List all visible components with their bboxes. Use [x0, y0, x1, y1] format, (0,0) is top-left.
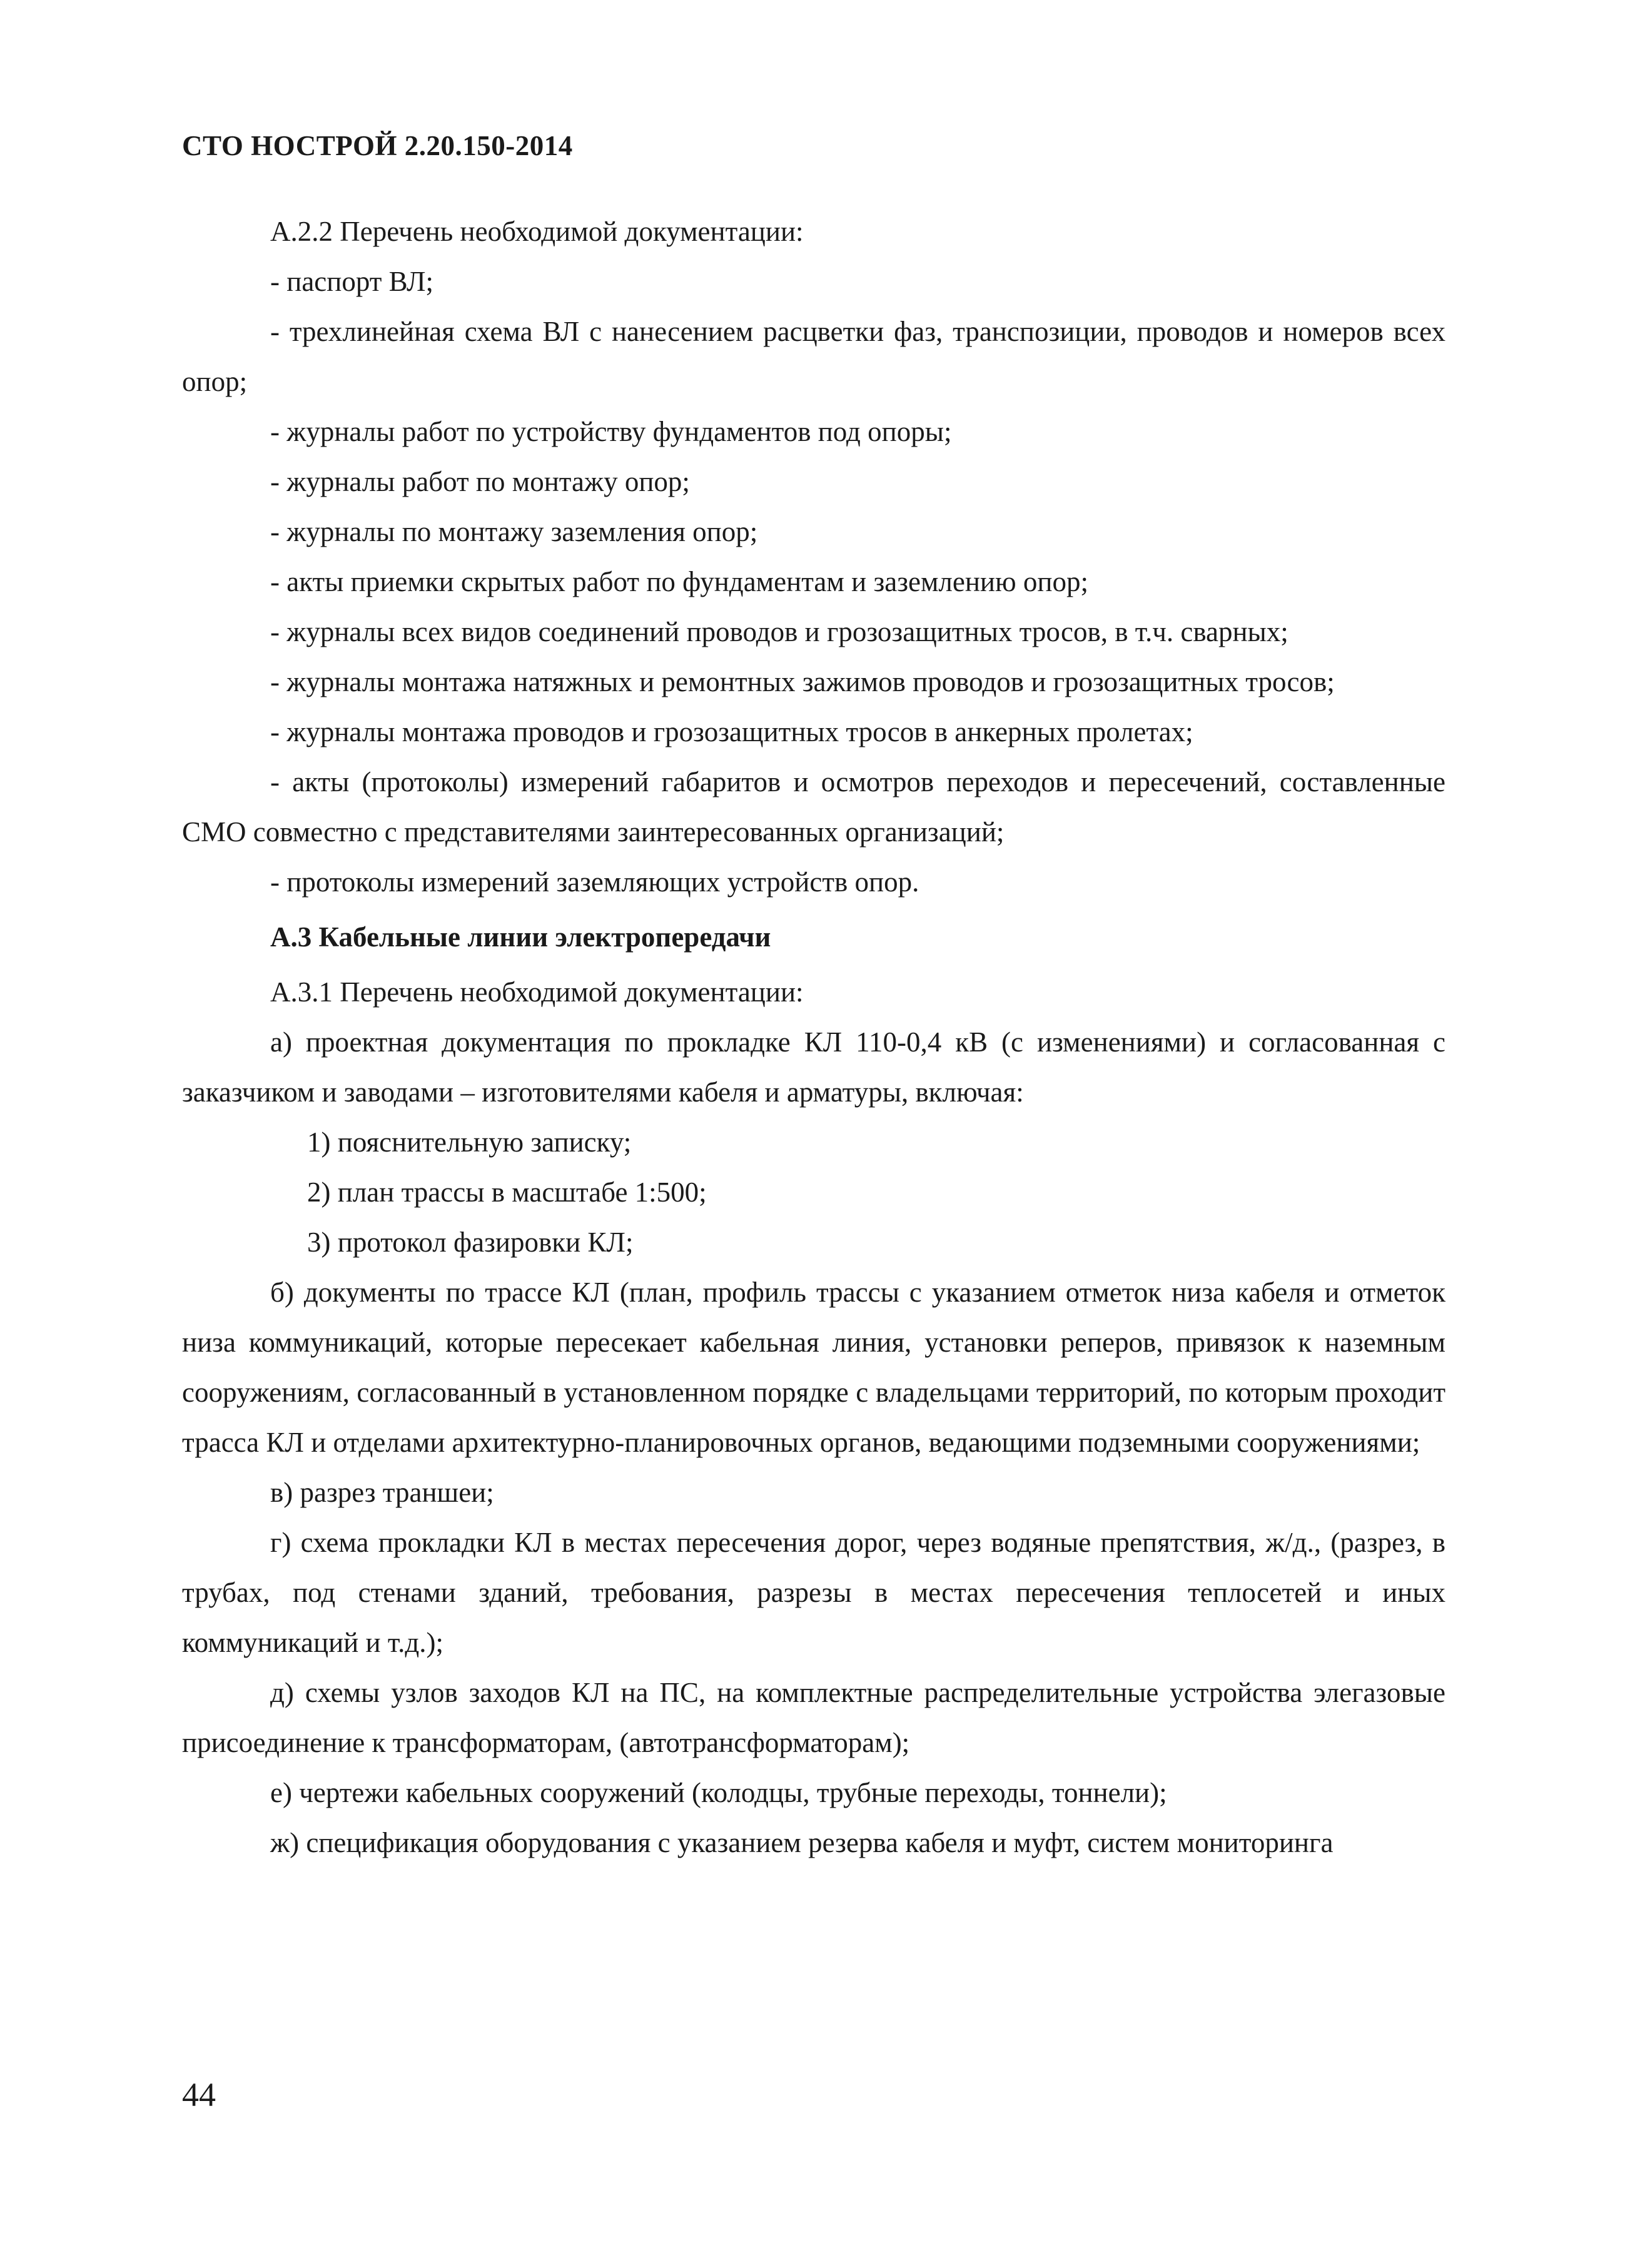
list-item: б) документы по трассе КЛ (план, профиль трассы с указанием отметок низа кабеля и отметок низа коммуникаций, которые пересекает кабельная линия, установки реперов, привязок к наземным сооружениям, согласованный в установленном порядке с владельцами территорий, по которым проходит трасса КЛ и отделами архитектурно-планировочных органов, ведающими подземными сооружениями; [182, 1277, 1445, 1458]
list-item: д) схемы узлов заходов КЛ на ПС, на комплектные распределительные устройства элегазовые присоединение к трансформаторам, (автотрансформаторам); [182, 1677, 1445, 1758]
list-item: г) схема прокладки КЛ в местах пересечения дорог, через водяные препятствия, ж/д., (разрез, в трубах, под стенами зданий, требования, разрезы в местах пересечения теплосетей и иных коммуникаций и т.д.); [182, 1527, 1445, 1658]
list-item: - акты (протоколы) измерений габаритов и осмотров переходов и пересечений, составленные СМО совместно с представителями заинтересованных организаций; [182, 766, 1445, 848]
section-a3-heading: А.3 Кабельные линии электропередачи [270, 921, 771, 953]
list-item: а) проектная документация по прокладке КЛ 110-0,4 кВ (с изменениями) и согласованная с заказчиком и заводами – изготовителями кабеля и арматуры, включая: [182, 1026, 1445, 1108]
sub-list-item: 3) протокол фазировки КЛ; [307, 1227, 634, 1258]
list-item: - протоколы измерений заземляющих устройств опор. [270, 866, 919, 898]
sub-list-item: 2) план трассы в масштабе 1:500; [307, 1177, 707, 1208]
list-item: - акты приемки скрытых работ по фундаментам и заземлению опор; [270, 566, 1088, 597]
list-item: - журналы работ по устройству фундаментов под опоры; [270, 416, 952, 447]
list-item: - трехлинейная схема ВЛ с нанесением расцветки фаз, транспозиции, проводов и номеров всех опор; [182, 316, 1445, 397]
sub-list-item: 1) пояснительную записку; [307, 1126, 632, 1158]
document-header-code: СТО НОСТРОЙ 2.20.150-2014 [182, 130, 573, 161]
list-item: в) разрез траншеи; [270, 1477, 494, 1508]
section-a22-title: А.2.2 Перечень необходимой документации: [270, 216, 804, 247]
list-item: - журналы работ по монтажу опор; [270, 466, 690, 497]
list-item: - журналы монтажа натяжных и ремонтных зажимов проводов и грозозащитных тросов; [270, 666, 1335, 697]
list-item: е) чертежи кабельных сооружений (колодцы, трубные переходы, тоннели); [270, 1777, 1167, 1808]
document-body [182, 206, 1445, 1868]
section-a31-title: А.3.1 Перечень необходимой документации: [270, 976, 804, 1008]
list-item: - паспорт ВЛ; [270, 266, 433, 297]
list-item: ж) спецификация оборудования с указанием резерва кабеля и муфт, систем мониторинга [270, 1827, 1334, 1858]
list-item: - журналы по монтажу заземления опор; [270, 516, 758, 547]
page-number: 44 [182, 2076, 216, 2114]
list-item: - журналы монтажа проводов и грозозащитных тросов в анкерных пролетах; [270, 716, 1193, 747]
list-item: - журналы всех видов соединений проводов и грозозащитных тросов, в т.ч. сварных; [270, 616, 1288, 647]
